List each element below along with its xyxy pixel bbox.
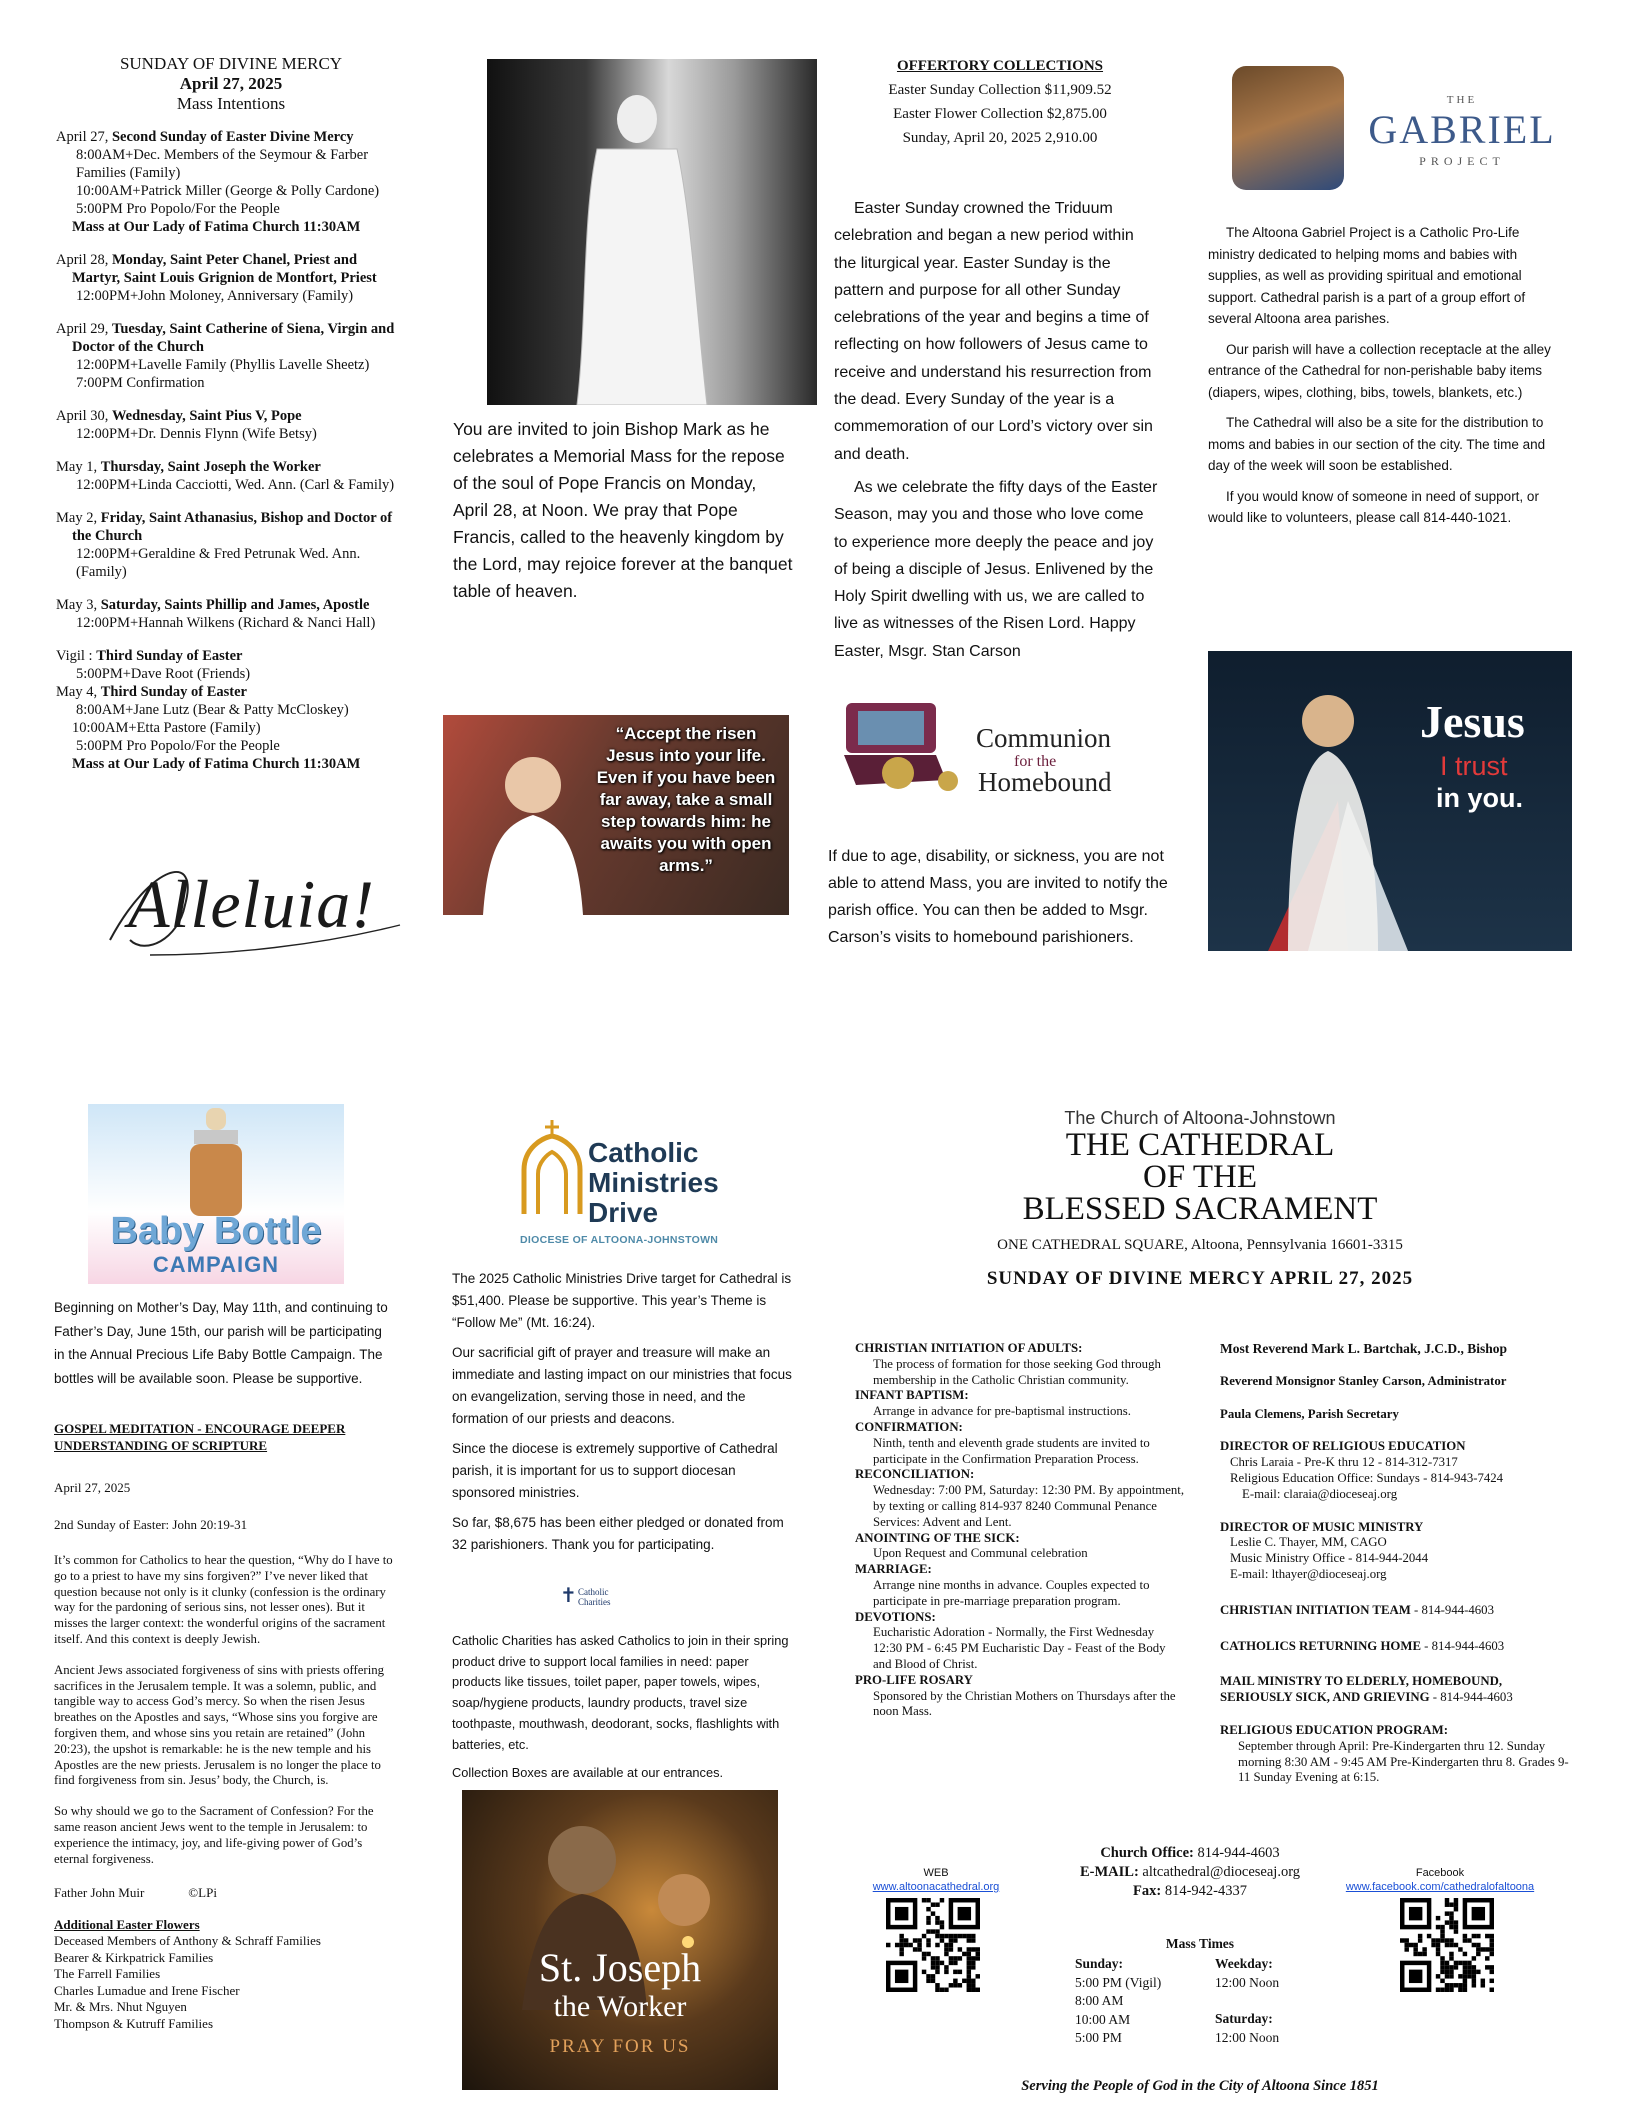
mail-phone: - 814-944-4603 <box>1429 1690 1513 1705</box>
email-label: E-MAIL: <box>1079 1864 1139 1880</box>
rep-head: RELIGIOUS EDUCATION PROGRAM: <box>1220 1722 1448 1737</box>
intention-day <box>56 251 406 305</box>
intention-day-heading <box>56 509 406 545</box>
music-email[interactable]: E-mail: lthayer@dioceseaj.org <box>1230 1566 1387 1581</box>
intention-line: 12:00PM+Dr. Dennis Flynn (Wife Betsy) <box>76 426 317 442</box>
gabriel-project: PROJECT <box>1419 154 1505 168</box>
ministries-p1: The 2025 Catholic Ministries Drive target for Cathedral is $51,400. Please be supportive. This year’s Theme is “Follow Me” (Mt. 16:24). <box>452 1271 792 1330</box>
charities-cross-icon: ✝ <box>560 1583 577 1607</box>
sacrament-body: Sponsored by the Christian Mothers on Thursdays after the noon Mass. <box>873 1688 1176 1719</box>
homebound-logo-line2: for the <box>1014 753 1057 770</box>
joseph-line2: the Worker <box>553 1990 687 2023</box>
saturday-time: 12:00 Noon <box>1215 2029 1280 2045</box>
mass-intentions <box>56 54 406 773</box>
offertory-line: Easter Flower Collection $2,875.00 <box>893 106 1107 122</box>
intention-line: 12:00PM+Lavelle Family (Phyllis Lavelle Sheetz) <box>76 357 370 373</box>
church-window-icon <box>520 1120 584 1216</box>
facebook-link[interactable]: www.facebook.com/cathedralofaltoona <box>1345 1881 1535 1893</box>
intention-line: 12:00PM+Geraldine & Fred Petrunak Wed. Ann. (Family) <box>76 546 361 580</box>
flowers-title: Additional Easter Flowers <box>54 1916 200 1932</box>
saturday-label: Saturday: <box>1215 2011 1273 2026</box>
st-joseph-image <box>462 1790 778 2090</box>
intention-day-heading <box>56 407 406 425</box>
homebound-text: If due to age, disability, or sickness, you are not able to attend Mass, you are invited to notify the parish office. You can then be added to Msgr. Carson’s visits to homebound parishioners. <box>828 848 1168 946</box>
intention-day <box>56 320 406 392</box>
intention-day <box>56 509 406 581</box>
secretary-name: Paula Clemens, Parish Secretary <box>1220 1406 1399 1421</box>
intention-day-name: Tuesday, Saint Catherine of Siena, Virgin and Doctor of the Church <box>72 321 395 355</box>
sacrament-heading: ANOINTING OF THE SICK: <box>855 1530 1020 1545</box>
gospel-p3: So why should we go to the Sacrament of Confession? For the same reason ancient Jews went to the temple in Jerusalem: to experience the intimacy, joy, and life-giving power of God’s eternal forgiveness. <box>54 1804 374 1866</box>
charities-name: Catholic Charities <box>578 1587 611 1607</box>
intention-day <box>56 458 406 494</box>
dre-head: DIRECTOR OF RELIGIOUS EDUCATION <box>1220 1439 1466 1454</box>
sunday-label: Sunday: <box>1075 1956 1124 1971</box>
gospel-copyright: ©LPi <box>188 1885 217 1901</box>
intentions-days <box>56 128 406 632</box>
ministries-p2: Our sacrificial gift of prayer and treasure will make an immediate and lasting impact on our ministries that focus on evangelization, serving those in need, and the formation of our priests and deacons. <box>452 1345 792 1426</box>
facebook-qr-code[interactable] <box>1400 1898 1494 1992</box>
gospel-date: April 27, 2025 <box>54 1480 131 1495</box>
intention-day-heading <box>56 458 406 476</box>
clergy-staff <box>1220 1341 1570 1786</box>
flowers-item: The Farrell Families <box>54 1966 161 1982</box>
intention-line: 5:00PM Pro Popolo/For the People <box>76 201 280 217</box>
homebound-logo-line1: Communion <box>976 723 1112 753</box>
offertory <box>845 54 1155 150</box>
sacrament-heading: CHRISTIAN INITIATION OF ADULTS: <box>855 1341 1083 1355</box>
web-qr-code[interactable] <box>886 1898 980 1992</box>
intention-line: 8:00AM+Dec. Members of the Seymour & Farber Families (Family) <box>76 147 369 181</box>
flowers-item: Mr. & Mrs. Nhut Nguyen <box>54 1999 187 2015</box>
intentions-title: SUNDAY OF DIVINE MERCY <box>119 54 343 73</box>
pope-waving-icon <box>463 715 583 915</box>
office-label: Church Office: <box>1100 1845 1194 1861</box>
cit-label: CHRISTIAN INITIATION TEAM <box>1220 1602 1411 1617</box>
flowers-item: Deceased Members of Anthony & Schraff Families <box>54 1933 321 1949</box>
intention-day-name: Friday, Saint Athanasius, Bishop and Doctor of the Church <box>72 510 393 544</box>
gospel-author: Father John Muir <box>54 1885 145 1901</box>
gabriel-p1: The Altoona Gabriel Project is a Catholic Pro-Life ministry dedicated to helping moms and babies with supplies, as well as providing spiritual and emotional support. Cathedral parish is a part of a group effort of several Altoona area parishes. <box>1208 225 1526 326</box>
cathedral-name-2: OF THE <box>1143 1159 1257 1195</box>
in-you-word: in you. <box>1436 783 1523 813</box>
vigil-label: Vigil : <box>56 648 97 664</box>
intention-day-label: April 27, <box>56 129 112 145</box>
web-label: WEB <box>923 1867 949 1879</box>
charities-p2: Collection Boxes are available at our entrances. <box>452 1765 724 1781</box>
intention-day-heading <box>56 251 406 287</box>
gabriel-logo <box>1232 66 1572 194</box>
jesus-word: Jesus <box>1420 696 1525 747</box>
divine-mercy-image <box>1208 651 1572 951</box>
office-phone: 814-944-4603 <box>1193 1845 1280 1861</box>
sacrament-body: Upon Request and Communal celebration <box>873 1546 1088 1561</box>
alleluia-text: Alleluia! <box>128 866 375 942</box>
gospel-p2: Ancient Jews associated forgiveness of sins with priests offering sacrifices in the Jerusalem temple. It was a solemn, public, and tangible way to access God’s mercy. So when the risen Jesus breathes on the Apostles and says, “Whose sins you forgive are forgiven them, and whose sins you retain are retained” (John 20:23), the upshot is remarkable: he is the new temple and his Apostles are the new priests. Jerusalem is no longer the place to find forgiveness from sin. Jesus’ body, the Church, is. <box>54 1662 385 1788</box>
rep-body: September through April: Pre-Kindergarten thru 12. Sunday morning 8:30 AM - 9:45 AM Pre-Kindergarten thru 8. Grades 9-11 Sunday Evening at 6:15. <box>1238 1738 1569 1785</box>
cit-phone: - 814-944-4603 <box>1410 1602 1494 1617</box>
easter-p2: As we celebrate the fifty days of the Easter Season, may you and those who love come to experience more deeply the peace and joy of being a disciple of Jesus. Enlivened by the Holy Spirit dwelling with us, we are called to live as witnesses of the Risen Lord. Happy Easter, Msgr. Stan Carson <box>834 478 1158 660</box>
flowers-item: Bearer & Kirkpatrick Families <box>54 1949 214 1965</box>
gabriel-the: THE <box>1446 94 1478 106</box>
alleluia-script <box>90 845 420 965</box>
baby-bottle-sub: CAMPAIGN <box>152 1252 280 1277</box>
intention-day <box>56 128 406 236</box>
gabriel-p2: Our parish will have a collection receptacle at the alley entrance of the Cathedral for non-perishable baby items (diapers, wipes, clothing, bibs, towels, blankets, etc.) <box>1208 341 1551 400</box>
sacrament-heading: RECONCILIATION: <box>855 1467 975 1482</box>
cover-sunday: SUNDAY OF DIVINE MERCY APRIL 27, 2025 <box>986 1268 1414 1289</box>
intention-day-name: Wednesday, Saint Pius V, Pope <box>111 408 302 424</box>
sacrament-heading: INFANT BAPTISM: <box>855 1388 969 1403</box>
gospel-meditation <box>54 1421 399 2032</box>
music-line: Music Ministry Office - 814-944-2044 <box>1230 1551 1429 1566</box>
offertory-title: OFFERTORY COLLECTIONS <box>896 58 1104 74</box>
baby-bottle-logo <box>88 1104 344 1284</box>
qr-pattern <box>886 1898 980 1992</box>
web-block <box>856 1866 1016 1894</box>
ministries-line2: Ministries <box>588 1167 719 1198</box>
intention-day-label: April 29, <box>56 321 112 337</box>
fax-number: 814-942-4337 <box>1161 1883 1247 1899</box>
easter-p1: Easter Sunday crowned the Triduum celebration and began a new period within the liturgical year. Easter Sunday is the pattern and purpose for all other Sunday celebrations of the year and begins a time of reflecting on how followers of Jesus came to receive and understand his resurrection from the dead. Every Sunday of the year is a commemoration of our Lord’s victory over sin and death. <box>834 200 1153 463</box>
may4-line: 5:00PM Pro Popolo/For the People <box>76 738 280 754</box>
offertory-line: Sunday, April 20, 2025 2,910.00 <box>902 130 1098 146</box>
mass-times-title: Mass Times <box>1165 1936 1235 1951</box>
administrator-name: Reverend Monsignor Stanley Carson, Administrator <box>1220 1373 1507 1388</box>
intentions-subtitle: Mass Intentions <box>176 94 286 113</box>
baby-bottle-text: Beginning on Mother’s Day, May 11th, and continuing to Father’s Day, June 15th, our parish will be participating in the Annual Precious Life Baby Bottle Campaign. The bottles will be available soon. Please be supportive. <box>54 1300 388 1386</box>
sacrament-heading: CONFIRMATION: <box>855 1419 963 1434</box>
catholic-charities-logo <box>560 1583 660 1609</box>
cover-header <box>890 1108 1510 1290</box>
sunday-time: 5:00 PM <box>1075 2030 1122 2045</box>
sacraments-list <box>855 1341 1185 1720</box>
intention-line: 12:00PM+Hannah Wilkens (Richard & Nanci Hall) <box>76 615 376 631</box>
ministries-logo <box>520 1120 740 1248</box>
church-of: The Church of Altoona-Johnstown <box>1064 1108 1336 1128</box>
charities-p1: Catholic Charities has asked Catholics to join in their spring product drive to support local families in need: paper products like tissues, toilet paper, paper towels, wipes, soap/hygiene products, laundry products, travel size toothpaste, mouthwash, deodorant, socks, flashlights with batteries, etc. <box>452 1633 789 1752</box>
sacrament-heading: PRO-LIFE ROSARY <box>855 1672 973 1687</box>
intention-line: 12:00PM+John Moloney, Anniversary (Family) <box>76 288 354 304</box>
facebook-label: Facebook <box>1415 1867 1465 1879</box>
intention-line: 10:00AM+Patrick Miller (George & Polly Cardone) <box>76 183 380 199</box>
intentions-date: April 27, 2025 <box>179 74 283 93</box>
homebound-logo <box>836 685 1176 805</box>
ministries-p3: Since the diocese is extremely supportive of Cathedral parish, it is important for us to support diocesan sponsored ministries. <box>452 1441 778 1500</box>
cathedral-address: ONE CATHEDRAL SQUARE, Altoona, Pennsylvania 16601-3315 <box>997 1237 1403 1253</box>
bottle-icon <box>176 1108 256 1218</box>
intentions-header <box>56 54 406 114</box>
madonna-icon <box>1232 66 1344 190</box>
intention-day-label: May 3, <box>56 597 101 613</box>
dre-line: Religious Education Office: Sundays - 814-943-7424 <box>1230 1470 1504 1485</box>
may4-line: 8:00AM+Jane Lutz (Bear & Patty McCloskey) <box>76 702 349 718</box>
cover-footer: Serving the People of God in the City of Altoona Since 1851 <box>1021 2078 1379 2094</box>
sacrament-heading: DEVOTIONS: <box>855 1609 936 1624</box>
may4-entry <box>56 683 406 773</box>
i-trust-word: I trust <box>1440 751 1508 781</box>
may4-name: Third Sunday of Easter <box>100 684 247 700</box>
gabriel-name: GABRIEL <box>1368 107 1556 152</box>
vigil-line: 5:00PM+Dave Root (Friends) <box>76 666 251 682</box>
sacrament-body: Wednesday: 7:00 PM, Saturday: 12:30 PM. By appointment, by texting or calling 814-937 8240 Communal Penance Services: Advent and Lent. <box>873 1483 1185 1529</box>
dre-line: Chris Laraia - Pre-K thru 12 - 814-312-7317 <box>1230 1455 1458 1470</box>
intention-day-name: Monday, Saint Peter Chanel, Priest and Martyr, Saint Louis Grignion de Montfort, Priest <box>72 252 377 286</box>
mail-label: MAIL MINISTRY TO ELDERLY, HOMEBOUND, SERIOUSLY SICK, AND GRIEVING <box>1220 1674 1503 1705</box>
intention-day-name: Saturday, Saints Phillip and James, Apostle <box>100 597 370 613</box>
memorial-text: You are invited to join Bishop Mark as he celebrates a Memorial Mass for the repose of the soul of Pope Francis on Monday, April 28, at Noon. We pray that Pope Francis, called to the heavenly kingdom by the Lord, may rejoice forever at the banquet table of heaven. <box>453 419 793 601</box>
sunday-time: 8:00 AM <box>1075 1993 1124 2008</box>
vigil-entry <box>56 647 406 683</box>
gospel-title: GOSPEL MEDITATION - ENCOURAGE DEEPER UNDERSTANDING OF SCRIPTURE <box>54 1421 346 1453</box>
intention-day-name: Thursday, Saint Joseph the Worker <box>100 459 321 475</box>
ministries-text <box>452 1268 792 1556</box>
music-head: DIRECTOR OF MUSIC MINISTRY <box>1220 1519 1424 1534</box>
flowers-item: Charles Lumadue and Irene Fischer <box>54 1982 240 1998</box>
intention-day-label: April 30, <box>56 408 112 424</box>
pope-quote-image <box>443 715 789 915</box>
may4-fatima: Mass at Our Lady of Fatima Church 11:30AM <box>72 756 361 772</box>
ministries-line3: Drive <box>588 1197 659 1228</box>
parish-email[interactable]: altcathedral@dioceseaj.org <box>1138 1864 1301 1880</box>
sacrament-body: Arrange nine months in advance. Couples expected to participate in pre-marriage preparation program. <box>873 1577 1150 1608</box>
sunday-time: 5:00 PM (Vigil) <box>1075 1974 1162 1990</box>
qr-pattern <box>1400 1898 1494 1992</box>
web-link[interactable]: www.altoonacathedral.org <box>872 1881 1000 1893</box>
gabriel-p4: If you would know of someone in need of support, or would like to volunteers, please call 814-440-1021. <box>1208 488 1539 525</box>
joseph-line1: St. Joseph <box>538 1945 702 1990</box>
pope-figure <box>487 59 817 405</box>
ministries-line1: Catholic <box>588 1137 699 1168</box>
contact-block <box>1030 1844 1350 1901</box>
weekday-label: Weekday: <box>1215 1956 1273 1971</box>
gabriel-text <box>1208 222 1563 529</box>
intention-day-label: May 2, <box>56 510 101 526</box>
intention-line: 7:00PM Confirmation <box>76 375 205 391</box>
intention-day <box>56 407 406 443</box>
crh-label: CATHOLICS RETURNING HOME <box>1220 1638 1421 1653</box>
sacrament-body: Ninth, tenth and eleventh grade students are invited to participate in the Confirmation Preparation Process. <box>873 1435 1150 1466</box>
pyx-icon <box>836 685 966 805</box>
intention-fatima: Mass at Our Lady of Fatima Church 11:30AM <box>72 219 361 235</box>
gospel-p1: It’s common for Catholics to hear the question, “Why do I have to go to a priest to have my sins forgiven?” I’ve never liked that question because not only is it clunky (confession is the ordinary way for the pardoning of serious sins, not lesser ones). But it misses the larger context: the wonderful origins of the sacrament itself. And this context is deeply Jewish. <box>54 1553 393 1646</box>
ministries-sub: DIOCESE OF ALTOONA-JOHNSTOWN <box>520 1234 719 1246</box>
cathedral-name-1: THE CATHEDRAL <box>1065 1127 1335 1163</box>
gospel-reading: 2nd Sunday of Easter: John 20:19-31 <box>54 1516 248 1532</box>
fax-label: Fax: <box>1133 1883 1162 1899</box>
sacrament-body: The process of formation for those seeking God through membership in the Catholic Christian community. <box>873 1356 1161 1387</box>
may4-label: May 4, <box>56 684 101 700</box>
pope-photo <box>487 59 817 405</box>
ministries-p4: So far, $8,675 has been either pledged or donated from 32 parishioners. Thank you for participating. <box>452 1515 784 1552</box>
bishop-name: Most Reverend Mark L. Bartchak, J.C.D., Bishop <box>1220 1341 1508 1356</box>
cathedral-name-3: BLESSED SACRAMENT <box>1022 1191 1378 1227</box>
facebook-block <box>1340 1866 1540 1894</box>
music-line: Leslie C. Thayer, MM, CAGO <box>1230 1535 1387 1550</box>
may4-line: 10:00AM+Etta Pastore (Family) <box>72 720 261 736</box>
intention-day-heading <box>56 596 406 614</box>
sacrament-body: Arrange in advance for pre-baptismal instructions. <box>873 1404 1131 1419</box>
weekday-time: 12:00 Noon <box>1215 1974 1280 1990</box>
sunday-time: 10:00 AM <box>1075 2011 1131 2027</box>
intention-day-label: April 28, <box>56 252 112 268</box>
baby-bottle-title: Baby Bottle <box>110 1210 322 1252</box>
sacrament-body: Eucharistic Adoration - Normally, the First Wednesday 12:30 PM - 6:45 PM Eucharistic Day - Feast of the Body and Blood of Christ. <box>873 1625 1166 1671</box>
vigil-name: Third Sunday of Easter <box>96 648 243 664</box>
intention-day-label: May 1, <box>56 459 101 475</box>
easter-message <box>834 195 1159 665</box>
gabriel-p3: The Cathedral will also be a site for the distribution to moms and babies in our section of the city. The time and day of the week will soon be established. <box>1208 415 1546 473</box>
intention-day-heading <box>56 320 406 356</box>
offertory-line: Easter Sunday Collection $11,909.52 <box>888 82 1112 98</box>
intention-day <box>56 596 406 632</box>
sacrament-heading: MARRIAGE: <box>855 1562 932 1577</box>
intention-line: 12:00PM+Linda Cacciotti, Wed. Ann. (Carl & Family) <box>76 477 395 493</box>
joseph-line3: PRAY FOR US <box>549 2036 691 2057</box>
charities-text <box>452 1631 792 1784</box>
intention-day-name: Second Sunday of Easter Divine Mercy <box>111 129 354 145</box>
mass-times <box>1075 1935 1325 2045</box>
homebound-logo-line3: Homebound <box>978 767 1112 797</box>
dre-email[interactable]: E-mail: claraia@dioceseaj.org <box>1242 1486 1398 1501</box>
pope-quote: “Accept the risen Jesus into your life. Even if you have been far away, take a small step towards him: he awaits you with open arms.” <box>596 724 776 875</box>
flowers-item: Thompson & Kutruff Families <box>54 2015 214 2031</box>
intention-day-heading <box>56 128 406 146</box>
crh-phone: - 814-944-4603 <box>1420 1638 1505 1653</box>
